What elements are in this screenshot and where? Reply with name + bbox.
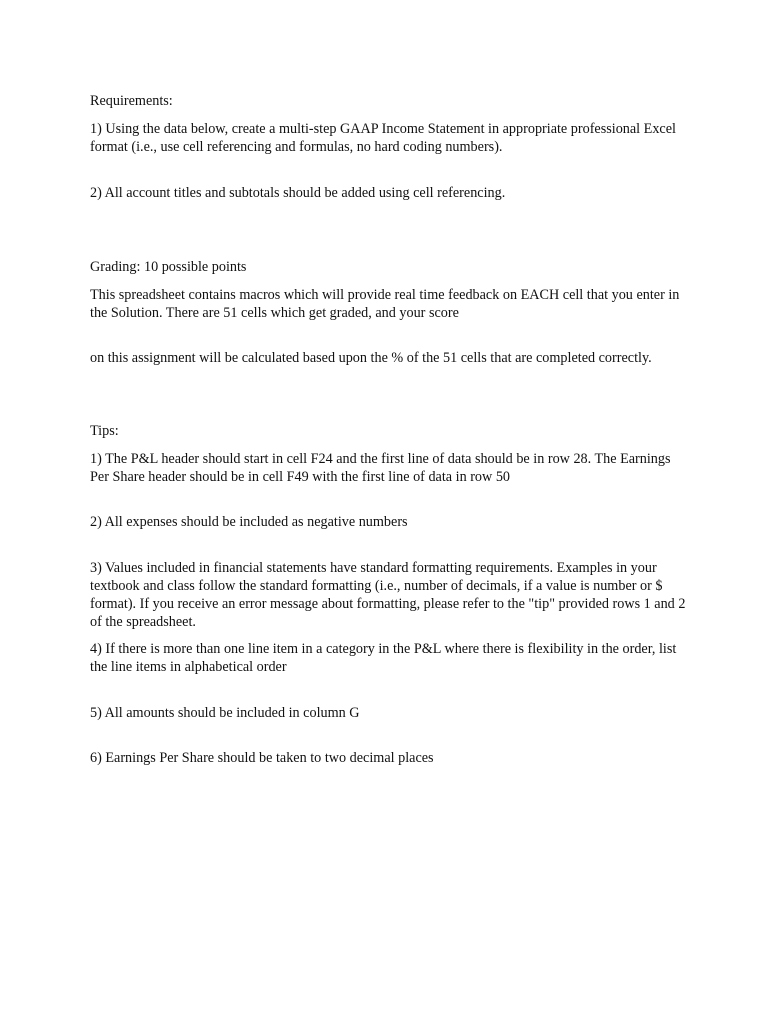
tip-item-4: 4) If there is more than one line item in a category in the P&L where there is flexibility in the order, list the line items in alphabetical order <box>90 641 677 675</box>
tip-item-5: 5) All amounts should be included in column G <box>90 705 360 721</box>
requirement-item-1: 1) Using the data below, create a multi-step GAAP Income Statement in appropriate professional Excel format (i.e., use cell referencing and formulas, no hard coding numbers). <box>90 121 676 155</box>
tip-item-3: 3) Values included in financial statements have standard formatting requirements. Examples in your textbook and class follow the standard formatting (i.e., number of decimals, if a value is number or $ format). If you receive an error message about formatting, please refer to the "tip" provided rows 1 and 2 of the spreadsheet. <box>90 560 686 630</box>
grading-paragraph-1: This spreadsheet contains macros which will provide real time feedback on EACH cell that you enter in the Solution. There are 51 cells which get graded, and your score <box>90 287 680 321</box>
grading-heading: Grading: 10 possible points <box>90 259 247 275</box>
tip-item-6: 6) Earnings Per Share should be taken to two decimal places <box>90 750 434 766</box>
grading-paragraph-2: on this assignment will be calculated based upon the % of the 51 cells that are completed correctly. <box>90 350 652 366</box>
tip-item-2: 2) All expenses should be included as negative numbers <box>90 514 408 530</box>
requirement-item-2: 2) All account titles and subtotals should be added using cell referencing. <box>90 185 506 201</box>
tips-heading: Tips: <box>90 423 119 439</box>
tip-item-1: 1) The P&L header should start in cell F24 and the first line of data should be in row 28. The Earnings Per Share header should be in cell F49 with the first line of data in row 50 <box>90 451 671 485</box>
requirements-heading: Requirements: <box>90 93 173 109</box>
